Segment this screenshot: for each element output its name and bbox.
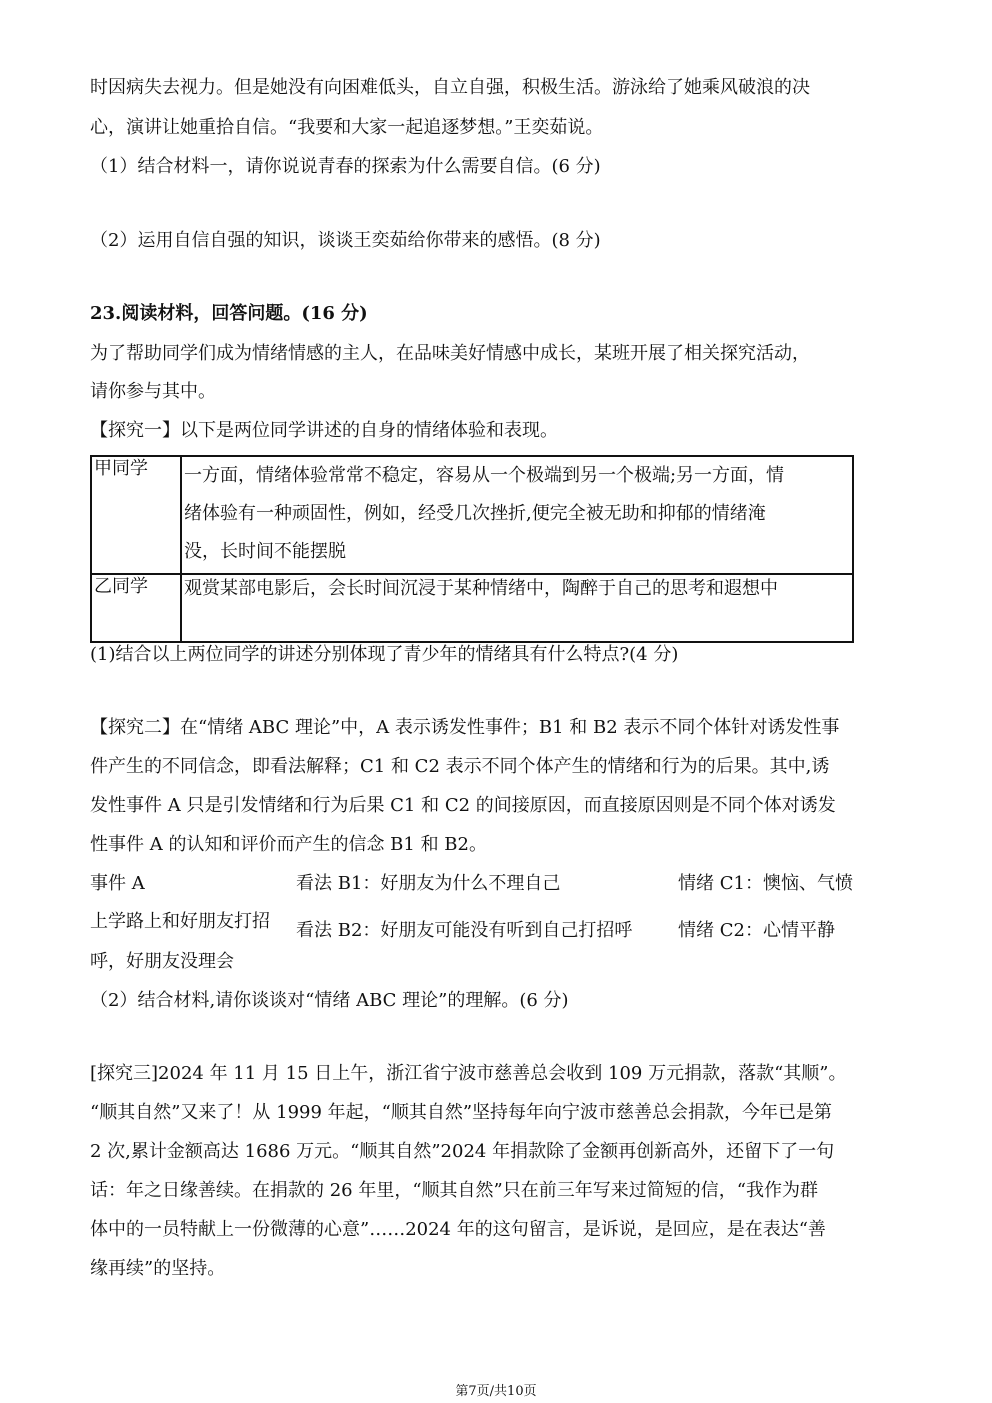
event-a-description: 上学路上和好朋友打招 bbox=[90, 911, 270, 932]
text-line: 请你参与其中。 bbox=[90, 381, 216, 402]
explore-1-heading: 【探究一】以下是两位同学讲述的自身的情绪体验和表现。 bbox=[90, 420, 558, 441]
page-number: 第7页/共10页 bbox=[455, 1384, 537, 1399]
text-line: 件产生的不同信念，即看法解释；C1 和 C2 表示不同个体产生的情绪和行为的后果。其中,诱 bbox=[90, 756, 830, 777]
experience-cell bbox=[181, 574, 853, 642]
cell-line: 绪体验有一种顽固性，例如，经受几次挫折,便完全被无助和抑郁的情绪淹 bbox=[184, 503, 766, 524]
student-name-cell: 乙同学 bbox=[91, 574, 181, 642]
text-line: “顺其自然”又来了！从 1999 年起，“顺其自然”坚持每年向宁波市慈善总会捐款，今年已是第 bbox=[90, 1102, 833, 1123]
text-line: 2 次,累计金额高达 1686 万元。“顺其自然”2024 年捐款除了金额再创新高外，还留下了一句 bbox=[90, 1141, 835, 1162]
emotion-c1: 情绪 C1：懊恼、气愤 bbox=[678, 873, 853, 894]
text-line: 心，演讲让她重拾自信。“我要和大家一起追逐梦想。”王奕茹说。 bbox=[90, 117, 604, 138]
question-22-2: （2）运用自信自强的知识，谈谈王奕茹给你带来的感悟。(8 分) bbox=[90, 230, 601, 251]
student-experience-table bbox=[90, 455, 854, 643]
cell-line: 观赏某部电影后，会长时间沉浸于某种情绪中，陶醉于自己的思考和遐想中 bbox=[184, 578, 778, 599]
cell-line: 没，长时间不能摆脱 bbox=[184, 541, 346, 562]
explore-1-question: (1)结合以上两位同学的讲述分别体现了青少年的情绪具有什么特点?(4 分) bbox=[90, 644, 679, 665]
student-name-cell: 甲同学 bbox=[91, 456, 181, 574]
explore-2-question: （2）结合材料,请你谈谈对“情绪 ABC 理论”的理解。(6 分) bbox=[90, 990, 569, 1011]
event-a-label: 事件 A bbox=[90, 873, 145, 894]
question-22-1: （1）结合材料一，请你说说青春的探索为什么需要自信。(6 分) bbox=[90, 156, 601, 177]
event-a-description: 呼，好朋友没理会 bbox=[90, 951, 234, 972]
belief-b1: 看法 B1：好朋友为什么不理自己 bbox=[296, 873, 561, 894]
cell-line: 一方面，情绪体验常常不稳定，容易从一个极端到另一个极端;另一方面，情 bbox=[184, 465, 785, 486]
text-line: 体中的一员特献上一份微薄的心意”……2024 年的这句留言，是诉说，是回应，是在表达“善 bbox=[90, 1219, 826, 1240]
table-row bbox=[91, 574, 853, 642]
belief-b2: 看法 B2：好朋友可能没有听到自己打招呼 bbox=[296, 920, 633, 941]
question-23-title: 23.阅读材料，回答问题。(16 分) bbox=[90, 303, 368, 324]
text-line: 【探究二】在“情绪 ABC 理论”中，A 表示诱发性事件；B1 和 B2 表示不同个体针对诱发性事 bbox=[90, 717, 840, 738]
experience-cell bbox=[181, 456, 853, 574]
text-line: 缘再续”的坚持。 bbox=[90, 1258, 226, 1279]
text-line: [探究三]2024 年 11 月 15 日上午，浙江省宁波市慈善总会收到 109 万元捐款，落款“其顺”。 bbox=[90, 1063, 847, 1084]
text-line: 发性事件 A 只是引发情绪和行为后果 C1 和 C2 的间接原因，而直接原因则是不同个体对诱发 bbox=[90, 795, 836, 816]
text-line: 话：年之日缘善续。在捐款的 26 年里，“顺其自然”只在前三年写来过简短的信，“我作为群 bbox=[90, 1180, 818, 1201]
table-row bbox=[91, 456, 853, 574]
text-line: 时因病失去视力。但是她没有向困难低头，自立自强，积极生活。游泳给了她乘风破浪的决 bbox=[90, 77, 810, 98]
text-line: 为了帮助同学们成为情绪情感的主人，在品味美好情感中成长，某班开展了相关探究活动， bbox=[90, 343, 810, 364]
emotion-c2: 情绪 C2：心情平静 bbox=[678, 920, 835, 941]
text-line: 性事件 A 的认知和评价而产生的信念 B1 和 B2。 bbox=[90, 834, 487, 855]
